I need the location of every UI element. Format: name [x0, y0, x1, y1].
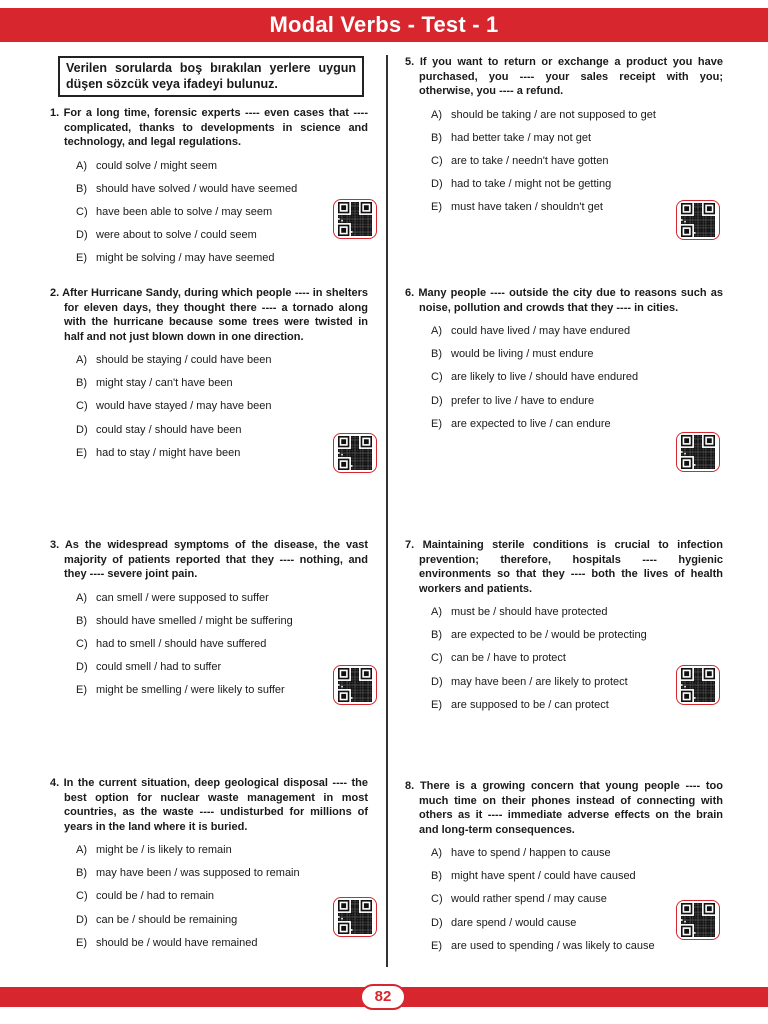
option-letter: A): [431, 108, 442, 121]
option-text: could solve / might seem: [96, 159, 218, 172]
option-letter: B): [431, 131, 442, 144]
question-2: [50, 286, 368, 469]
qr-code-icon[interactable]: [333, 433, 377, 473]
question-text: As the widespread symptoms of the disease, the vast majority of patients reported that they ---- nothing, and they ---- severe joint pain.: [64, 539, 368, 580]
option-text: could smell / had to suffer: [96, 661, 222, 674]
option-text: are used to spending / was likely to cause: [451, 939, 655, 952]
option-letter: C): [76, 637, 88, 650]
option-letter: B): [76, 614, 87, 627]
answer-options: [405, 605, 723, 721]
question-5: [405, 55, 723, 223]
question-number: 4.: [50, 777, 60, 789]
option-text: might be smelling / were likely to suffer: [96, 684, 285, 697]
question-text: There is a growing concern that young people ---- too much time on their phones instead of connecting with others as it ---- immediate adverse effects on the brain and long-term consequences.: [419, 780, 723, 836]
option-letter: C): [431, 652, 443, 665]
option-text: had to smell / should have suffered: [96, 637, 267, 650]
option-letter: B): [431, 348, 442, 361]
answer-option[interactable]: [431, 869, 723, 892]
option-text: are expected to live / can endure: [451, 417, 611, 430]
answer-option[interactable]: [76, 660, 368, 683]
answer-option[interactable]: [431, 324, 723, 347]
answer-option[interactable]: [431, 131, 723, 154]
answer-option[interactable]: [431, 154, 723, 177]
question-6: [405, 286, 723, 440]
answer-option[interactable]: [431, 628, 723, 651]
answer-options: [50, 591, 368, 707]
question-stem: [50, 776, 368, 834]
question-3: [50, 538, 368, 706]
answer-option[interactable]: [76, 936, 368, 959]
option-text: can smell / were supposed to suffer: [96, 591, 269, 604]
option-text: might stay / can't have been: [96, 377, 233, 390]
option-letter: B): [76, 182, 87, 195]
question-stem: [50, 286, 368, 344]
question-number: 8.: [405, 780, 415, 792]
option-text: are to take / needn't have gotten: [451, 154, 609, 167]
option-text: should be staying / could have been: [96, 354, 272, 366]
option-letter: C): [431, 371, 443, 384]
option-letter: A): [76, 844, 87, 856]
option-text: have been able to solve / may seem: [96, 205, 273, 218]
question-text: For a long time, forensic experts ---- even cases that ---- complicated, thanks to developments in science and technology, and legal regulations.: [63, 107, 369, 148]
answer-option[interactable]: [76, 251, 368, 274]
answer-option[interactable]: [76, 866, 368, 889]
option-letter: C): [431, 893, 443, 906]
option-text: might have spent / could have caused: [451, 870, 636, 883]
option-text: are likely to live / should have endured: [451, 371, 639, 384]
answer-options: [50, 353, 368, 469]
qr-code-icon[interactable]: [676, 900, 720, 940]
option-letter: D): [76, 913, 88, 926]
answer-option[interactable]: [76, 843, 368, 866]
question-text: If you want to return or exchange a product you have purchased, you ---- your sales receipt with you; otherwise, you ---- a refund.: [419, 56, 723, 97]
question-stem: [405, 286, 723, 315]
option-text: must be / should have protected: [451, 606, 608, 618]
option-letter: B): [76, 377, 87, 390]
option-letter: A): [76, 354, 87, 366]
option-text: are supposed to be / can protect: [451, 698, 609, 711]
question-stem: [405, 538, 723, 596]
answer-option[interactable]: [76, 159, 368, 182]
option-letter: E): [431, 698, 442, 711]
option-text: would be living / must endure: [451, 348, 594, 361]
option-letter: E): [431, 939, 442, 952]
option-text: should be taking / are not supposed to get: [451, 108, 656, 121]
qr-code-icon[interactable]: [676, 665, 720, 705]
answer-option[interactable]: [76, 446, 368, 469]
answer-options: [50, 843, 368, 959]
option-text: had to take / might not be getting: [451, 178, 612, 191]
option-text: are expected to be / would be protecting: [451, 629, 647, 642]
answer-option[interactable]: [431, 347, 723, 370]
option-text: could be / had to remain: [96, 890, 215, 903]
answer-option[interactable]: [431, 108, 723, 131]
qr-code-icon[interactable]: [333, 665, 377, 705]
answer-option[interactable]: [431, 394, 723, 417]
answer-options: [405, 324, 723, 440]
option-letter: E): [431, 201, 442, 214]
question-number: 6.: [405, 287, 415, 299]
option-letter: A): [76, 159, 87, 172]
option-text: may have been / are likely to protect: [451, 675, 628, 688]
option-letter: A): [431, 606, 442, 618]
question-number: 5.: [405, 56, 415, 68]
option-text: dare spend / would cause: [451, 916, 577, 929]
option-letter: D): [76, 661, 88, 674]
option-text: can be / should be remaining: [96, 913, 238, 926]
answer-option[interactable]: [431, 370, 723, 393]
option-text: were about to solve / could seem: [96, 229, 257, 242]
question-number: 3.: [50, 539, 60, 551]
option-text: may have been / was supposed to remain: [96, 867, 300, 880]
option-text: should have solved / would have seemed: [96, 182, 298, 195]
question-text: In the current situation, deep geological disposal ---- the best option for nuclear waste management in most countries, as the waste ---- undisturbed for millions of years in the land where it is buried.: [63, 777, 368, 833]
qr-code-icon[interactable]: [333, 199, 377, 239]
answer-option[interactable]: [431, 177, 723, 200]
option-letter: B): [431, 629, 442, 642]
question-1: [50, 106, 368, 274]
option-letter: B): [431, 870, 442, 883]
option-text: would rather spend / may cause: [451, 893, 607, 906]
option-letter: D): [431, 394, 443, 407]
option-text: should have smelled / might be suffering: [96, 614, 293, 627]
answer-options: [405, 846, 723, 962]
answer-options: [50, 159, 368, 275]
page-title: Modal Verbs - Test - 1: [269, 12, 499, 37]
option-text: would have stayed / may have been: [96, 400, 272, 413]
question-stem: [405, 55, 723, 99]
option-letter: E): [76, 936, 87, 949]
question-stem: [50, 106, 368, 150]
option-letter: C): [76, 400, 88, 413]
option-text: prefer to live / have to endure: [451, 394, 595, 407]
answer-option[interactable]: [76, 399, 368, 422]
answer-option[interactable]: [76, 205, 368, 228]
option-text: could stay / should have been: [96, 423, 242, 436]
page-header: [0, 8, 768, 42]
option-letter: A): [76, 591, 87, 604]
option-letter: C): [76, 205, 88, 218]
question-text: After Hurricane Sandy, during which people ---- in shelters for eleven days, they thought there ---- a tornado along with the hurricane because some trees were twisted in half and not just blown down in one direction.: [62, 287, 368, 343]
qr-code-icon[interactable]: [676, 200, 720, 240]
column-divider: [386, 55, 388, 967]
question-4: [50, 776, 368, 959]
answer-option[interactable]: [431, 846, 723, 869]
answer-option[interactable]: [76, 614, 368, 637]
question-text: Many people ---- outside the city due to reasons such as noise, pollution and crowds that they ---- in cities.: [418, 287, 723, 314]
question-text: Maintaining sterile conditions is crucial to infection prevention; therefore, hospitals ---- hygienic environments so that they ---- both the lives of health workers and patients.: [419, 539, 723, 595]
answer-option[interactable]: [431, 605, 723, 628]
answer-option[interactable]: [76, 683, 368, 706]
instruction-box: Verilen sorularda boş bırakılan yerlere uygun düşen sözcük veya ifadeyi bulunuz.: [58, 56, 364, 97]
answer-option[interactable]: [76, 591, 368, 614]
option-text: should be / would have remained: [96, 936, 258, 949]
option-letter: E): [76, 684, 87, 697]
option-text: could have lived / may have endured: [451, 325, 631, 337]
option-text: had better take / may not get: [451, 131, 592, 144]
answer-option[interactable]: [431, 939, 723, 962]
question-stem: [50, 538, 368, 582]
question-number: 2.: [50, 287, 60, 299]
qr-code-icon[interactable]: [333, 897, 377, 937]
option-letter: A): [431, 847, 442, 859]
question-number: 1.: [50, 107, 60, 119]
option-letter: D): [431, 675, 443, 688]
answer-option[interactable]: [76, 353, 368, 376]
option-letter: B): [76, 867, 87, 880]
question-stem: [405, 779, 723, 837]
question-number: 7.: [405, 539, 415, 551]
option-letter: E): [76, 252, 87, 265]
option-text: might be / is likely to remain: [96, 844, 232, 856]
option-text: can be / have to protect: [451, 652, 566, 665]
answer-option[interactable]: [76, 423, 368, 446]
option-letter: C): [76, 890, 88, 903]
option-letter: A): [431, 325, 442, 337]
option-letter: C): [431, 154, 443, 167]
answer-option[interactable]: [76, 913, 368, 936]
question-8: [405, 779, 723, 962]
option-letter: D): [431, 178, 443, 191]
qr-code-icon[interactable]: [676, 432, 720, 472]
answer-option[interactable]: [76, 228, 368, 251]
answer-option[interactable]: [76, 376, 368, 399]
option-letter: D): [431, 916, 443, 929]
option-text: had to stay / might have been: [96, 446, 241, 459]
page-number: 82: [360, 984, 406, 1010]
option-letter: E): [76, 446, 87, 459]
answer-option[interactable]: [76, 182, 368, 205]
answer-option[interactable]: [76, 637, 368, 660]
option-text: must have taken / shouldn't get: [451, 201, 603, 214]
option-letter: D): [76, 229, 88, 242]
option-text: have to spend / happen to cause: [451, 847, 611, 859]
option-text: might be solving / may have seemed: [96, 252, 275, 265]
option-letter: E): [431, 417, 442, 430]
option-letter: D): [76, 423, 88, 436]
answer-option[interactable]: [76, 889, 368, 912]
